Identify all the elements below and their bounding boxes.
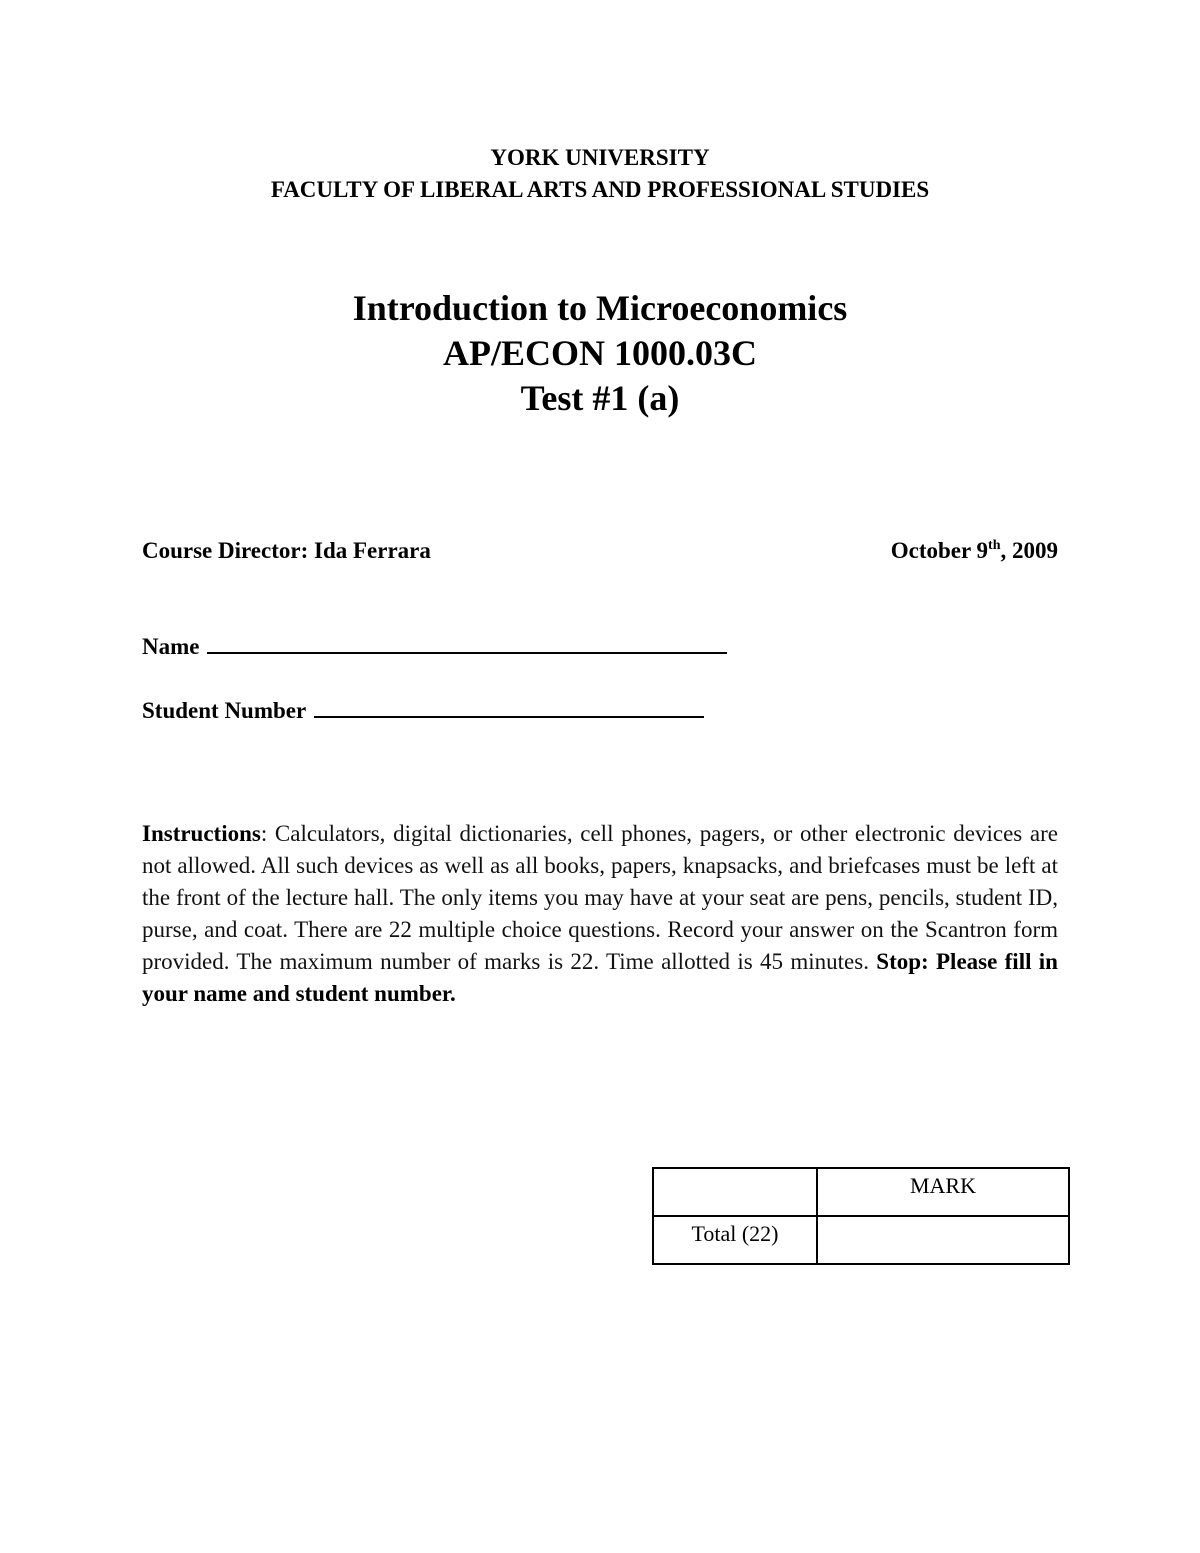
student-number-field-row [142,694,704,726]
instructions-paragraph [142,818,1058,1010]
date-rest: , 2009 [1000,538,1058,563]
course-director: Course Director: Ida Ferrara [142,538,431,563]
date-prefix: October 9 [890,538,989,563]
student-number-field[interactable] [314,694,704,718]
instructions-body: : Calculators, digital dictionaries, cell phones, pagers, or other electronic devices are not allowed. All such devices as well as all books, papers, knapsacks, and briefcases must be left at the front of the lecture hall. The only items you may have at your seat are pens, pencils, student ID, purse, and coat. There are 22 multiple choice questions. Record your answer on the Scantron form provided. The maximum number of marks is 22. Time allotted is 45 minutes. [142,821,1058,974]
course-code: AP/ECON 1000.03C [443,333,757,373]
faculty-name: FACULTY OF LIBERAL ARTS AND PROFESSIONAL STUDIES [270,177,930,202]
instructions-label: Instructions [142,821,261,846]
exam-date [891,536,1058,566]
total-label: Total (22) [653,1216,817,1264]
name-label: Name [142,634,200,659]
university-name: YORK UNIVERSITY [490,145,710,170]
institution-header [0,142,1200,206]
table-row [653,1168,1069,1216]
course-title-block [0,286,1200,421]
total-value[interactable] [817,1216,1069,1264]
course-title: Introduction to Microeconomics [352,288,848,328]
student-number-label: Student Number [142,698,307,723]
name-field[interactable] [207,630,727,654]
table-row [653,1216,1069,1264]
instructions-stop: Stop: Please fill in your name and student number. [142,949,1058,1006]
marks-header: MARK [817,1168,1069,1216]
test-label: Test #1 (a) [520,378,680,418]
marks-table [652,1167,1070,1265]
name-field-row [142,630,727,662]
marks-header-blank [653,1168,817,1216]
date-suffix: th [988,538,1001,553]
